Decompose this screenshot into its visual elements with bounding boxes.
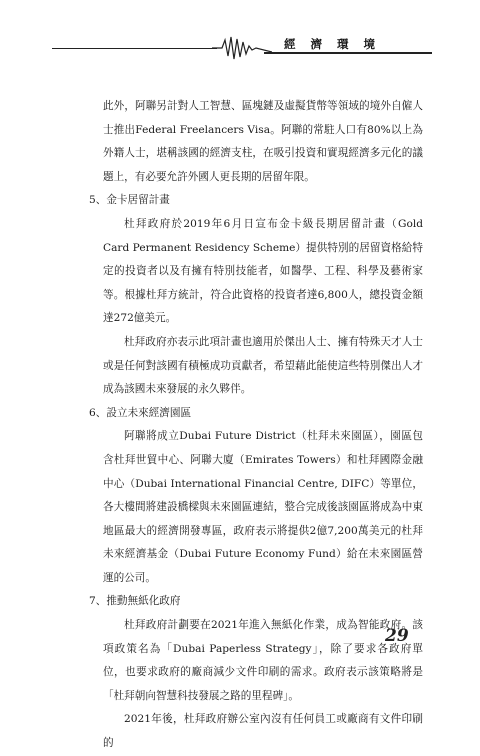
running-header	[52, 34, 432, 62]
body-text	[89, 95, 423, 756]
paragraph: 2021年後，杜拜政府辦公室內沒有任何員工或廠商有文件印刷的	[103, 713, 423, 750]
paragraph: 阿聯將成立Dubai Future District（杜拜未來園區），園區包含杜拜世貿中心、阿聯大廈（Emirates Towers）和杜拜國際金融中心（Dubai International Financial Centre, DIFC）等單位，各大樓間將建設橋樑與未來園區連結，整合完成後該園區將成為中東地區最大的經濟開發專區，政府表示將提供2億7,200萬美元的杜拜未來經濟基金（Dubai Future Economy Fund）給在未來園區營運的公司。	[103, 430, 423, 584]
paragraph: 杜拜政府亦表示此項計畫也適用於傑出人士、擁有特殊天才人士或是任何對該國有積極成功貢獻者，希望藉此能使這些特別傑出人才成為該國未來發展的永久夥伴。	[103, 335, 423, 396]
header-rule-right	[264, 52, 432, 54]
paragraph: 杜拜政府計劃要在2021年進入無紙化作業，成為智能政府。該項政策名為「Dubai Paperless Strategy」，除了要求各政府單位，也要求政府的廠商減少文件印刷的需求。政府表示該策略將是「杜拜朝向智慧科技發展之路的里程碑」。	[103, 619, 423, 702]
section-heading-paperless: 7、推動無紙化政府	[89, 595, 181, 608]
paragraph-continued: 此外，阿聯另計對人工智慧、區塊鏈及虛擬貨幣等領域的境外自僱人士推出Federal Freelancers Visa。阿聯的常駐人口有80%以上為外籍人士，堪稱該國的經濟支柱，在吸引投資和實現經濟多元化的議題上，有必要允許外國人更長期的居留年限。	[103, 100, 423, 183]
section-heading-gold-card: 5、金卡居留計畫	[89, 194, 170, 207]
header-rule-left	[52, 48, 217, 49]
section-heading-future-district: 6、設立未來經濟園區	[89, 406, 192, 419]
section-label: 經濟環境	[284, 37, 390, 51]
page-number: 29	[385, 626, 409, 646]
pulse-wave-icon	[212, 34, 272, 62]
paragraph: 杜拜政府於2019年6月日宣布金卡級長期居留計畫（Gold Card Permanent Residency Scheme）提供特別的居留資格給特定的投資者以及有擁有特別技能者，如醫學、工程、科學及藝術家等。根據杜拜方統計，符合此資格的投資者達6,800人，總投資金額達272億美元。	[103, 217, 423, 325]
